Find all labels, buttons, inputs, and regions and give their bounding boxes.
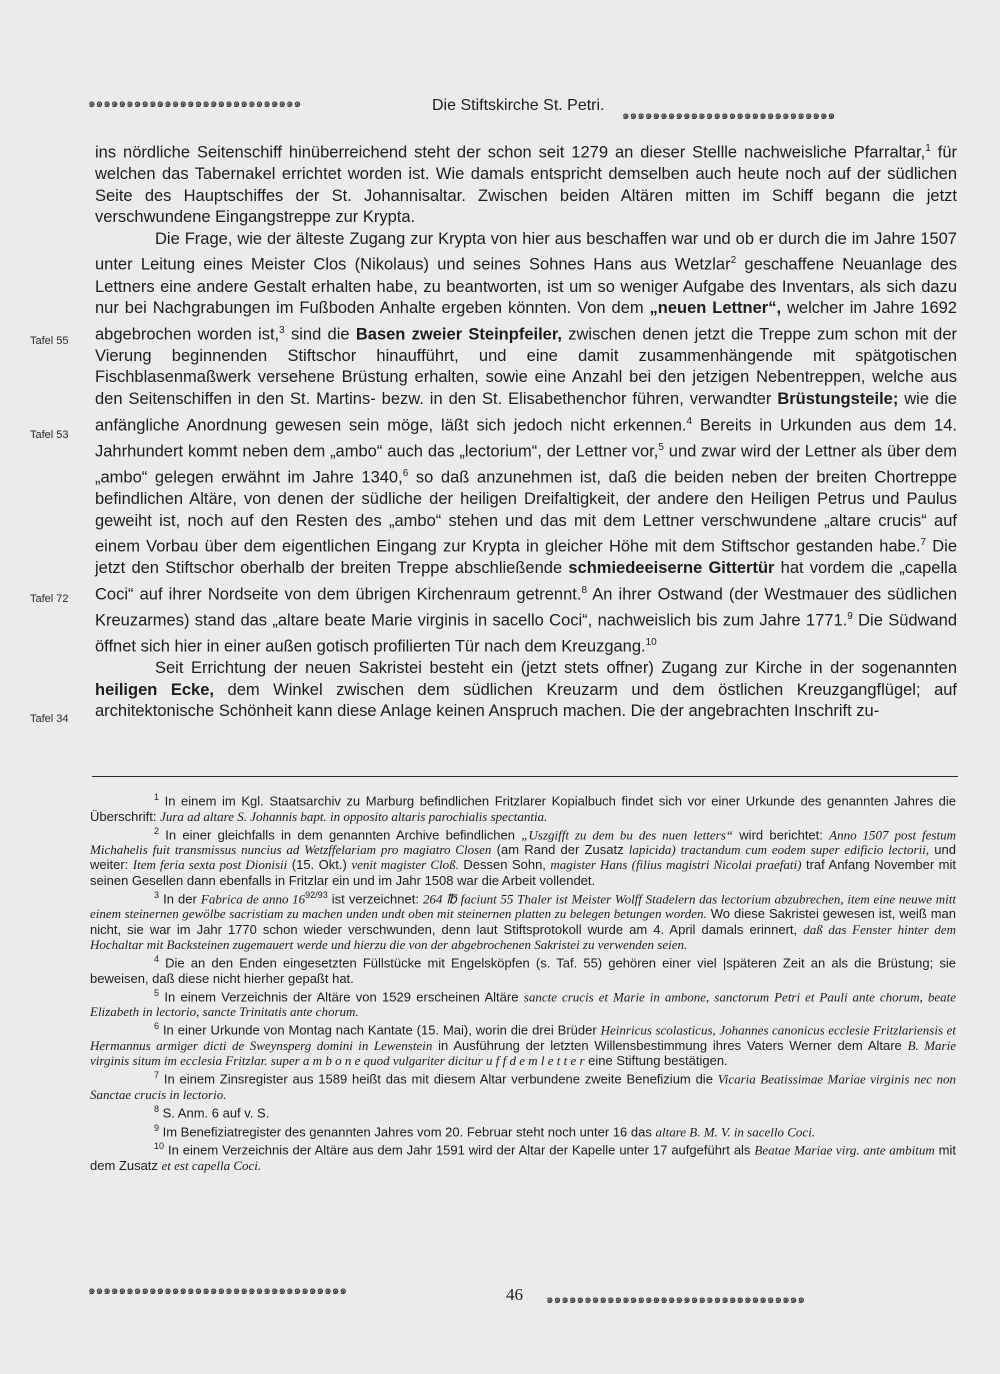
text-run: wird berichtet: <box>733 827 830 843</box>
header-ornament-right: ๑๑๑๑๑๑๑๑๑๑๑๑๑๑๑๑๑๑๑๑๑๑๑๑๑๑๑๑ <box>622 108 836 122</box>
text-run: ist verzeichnet: <box>327 891 424 907</box>
text-run: Wo diese Sakristei gewesen ist, weiß man nicht, sie war im Jahr 1770 schon wieder verschwunden, denn laut Stiftsprotokoll wurde am 4. April damals erinnert, <box>90 906 956 937</box>
text-run: so daß anzunehmen ist, daß die beiden neben der breiten Chortreppe befindlichen Altäre, von denen der südliche der heiligen Dreifaltigkeit, der andere den Heiligen Petrus und Paulus geweiht ist, noch auf den Resten des „ambo“ stehen und das mit dem Lettner verschwundene „altare crucis“ auf einem Vorbau über dem eigentlichen Eingang zur Krypta in gleicher Höhe mit dem Stiftschor gestanden habe. <box>95 468 957 556</box>
footnote-3 <box>90 888 956 952</box>
footnote-ref-7: 7 <box>920 537 927 549</box>
footnote-ref-5: 5 <box>658 441 664 453</box>
footnote-4 <box>90 952 956 986</box>
text-run: eine Stiftung bestätigen. <box>584 1053 728 1069</box>
text-run: Die jetzt den Stiftschor oberhalb der breiten Treppe abschließende <box>95 537 957 578</box>
footnote-ref-9: 9 <box>847 610 853 622</box>
latin-quote: Item feria sexta post Dionisii <box>132 857 288 873</box>
text-run: für welchen das Tabernakel errichtet worden ist. Wie damals entspricht demselben auch heute noch auf der südlichen Seite des Hauptschiffes der St. Johannisaltar. Zwischen beiden Altären mitten im Schiff begann die jetzt verschwundene Eingangstreppe zur Krypta. <box>95 143 958 227</box>
text-run: in Ausführung der letzten Willensbestimmung ihres Vaters Werner dem Altare <box>432 1038 908 1054</box>
text-run: hat vordem die „capella Coci“ auf ihrer Nordseite von dem übrigen Kirchenraum getrennt. <box>95 559 957 604</box>
footnote-number: 8 <box>154 1104 160 1115</box>
source-quote: „Uszgifft zu dem bu des nuen letters“ <box>521 827 734 843</box>
footnote-ref-2: 2 <box>730 255 737 267</box>
text-run: (am Rand der Zusatz <box>491 842 629 858</box>
page-number: 46 <box>506 1285 523 1304</box>
latin-quote: sancte crucis et Marie in ambone, sanctorum Petri et Pauli ante chorum, beate Elizabeth in lectorio, sancte Trinitatis ante chorum. <box>90 989 956 1020</box>
footnote-number: 10 <box>154 1141 165 1152</box>
latin-quote: Jura ad altare S. Johannis bapt. in opposito altaris parochialis spectantia. <box>160 808 548 824</box>
bold-term-heiligen-ecke: heiligen Ecke, <box>95 680 214 699</box>
latin-quote: Vicaria Beatissimae Mariae virginis nec non Sanctae crucis in lectorio. <box>90 1071 957 1102</box>
text-run: In der <box>159 891 201 907</box>
latin-quote: magister Hans (filius magistri Nicolai praefati) <box>550 857 802 873</box>
footnote-number: 6 <box>154 1021 160 1032</box>
footnote-ref-10: 10 <box>645 636 657 648</box>
footnote-8 <box>90 1102 956 1121</box>
footnote-ref-8: 8 <box>581 584 588 596</box>
text-run: mit dem Zusatz <box>90 1142 957 1173</box>
footer-ornament-right: ๑๑๑๑๑๑๑๑๑๑๑๑๑๑๑๑๑๑๑๑๑๑๑๑๑๑๑๑๑๑๑๑๑๑ <box>546 1292 805 1306</box>
latin-quote: B. Marie virginis situm im ecclesia Fritzlar. super a m b o n e quod vulgariter dicitur u f f d e m l e t t e r <box>90 1038 956 1069</box>
footnote-9 <box>90 1121 956 1140</box>
text-run: In einer Urkunde von Montag nach Kantate (15. Mai), worin die drei Brüder <box>159 1022 601 1038</box>
text-run: Im Benefiziatregister des genannten Jahres vom 20. Februar steht noch unter 16 das <box>159 1124 656 1140</box>
text-run: Die Südwand öffnet sich hier in einer außen gotisch profilierten Tür nach dem Kreuzgang. <box>95 611 957 656</box>
margin-label-tafel-34: Tafel 34 <box>30 713 69 725</box>
footnote-10 <box>90 1139 956 1173</box>
latin-quote: Anno 1507 post festum Michahelis fuit transmissus nuncius ad Wetzffelariam pro magiatro Closen <box>90 827 956 858</box>
footnote-number: 1 <box>154 792 160 802</box>
text-run: In einem Verzeichnis der Altäre aus dem Jahr 1591 wird der Altar der Kapelle unter 17 aufgeführt als <box>164 1142 755 1158</box>
text-run: ins nördliche Seitenschiff hinüberreichend steht der schon seit 1279 an dieser Stellle nachweisliche Pfarraltar, <box>95 143 926 162</box>
footnote-number: 5 <box>154 987 160 998</box>
text-run: In einer gleichfalls in dem genannten Archive befindlichen <box>159 827 522 843</box>
text-run: traf Anfang November mit seinen Gesellen dann ebenfalls in Fritzlar ein und im Jahr 1508 war die Arbeit vollendet. <box>90 857 957 888</box>
footnote-divider <box>92 776 958 777</box>
bold-term-basen: Basen zweier Steinpfeiler, <box>355 325 562 344</box>
footnote-2 <box>90 824 956 888</box>
text-run: (15. Okt.) <box>287 857 352 873</box>
footnote-1 <box>90 790 956 824</box>
text-run: Die an den Enden eingesetzten Füllstücke mit Engelsköpfen (s. Taf. 55) gehören einer viel |späteren Zeit an als die Brüstung; sie beweisen, daß diese nicht hierher gepaßt hat. <box>90 955 956 986</box>
footnote-5 <box>90 986 956 1020</box>
text-run: welcher im Jahre 1692 abgebrochen worden ist, <box>95 299 957 344</box>
footnote-ref-6: 6 <box>402 467 409 479</box>
footnote-number: 2 <box>154 825 160 836</box>
text-run: geschaffene Neuanlage des Lettners eine andere Gestalt erhalten habe, zu beantworten, ist um so weniger Aufgabe des Inventars, als sich dazu nur bei Nachgrabungen im Fußboden Anhalte ergeben könnten. Von dem <box>95 255 957 318</box>
text-run: Dessen Sohn, <box>458 857 551 873</box>
text-run: Bereits in Urkunden aus dem 14. Jahrhundert kommt neben dem „ambo“ auch das „lectorium“, der Lettner vor, <box>95 416 957 461</box>
footnote-ref-4: 4 <box>686 415 693 427</box>
footnote-6 <box>90 1019 956 1068</box>
text-run: S. Anm. 6 auf v. S. <box>159 1105 270 1121</box>
text-run: Seit Errichtung der neuen Sakristei besteht ein (jetzt stets offner) Zugang zur Kirche in der sogenannten <box>155 659 957 678</box>
text-run: In einem Verzeichnis der Altäre von 1529 erscheinen Altäre <box>159 989 524 1005</box>
source-quote: 264 ℔ faciunt 55 Thaler ist Meister Wolff Stadelern das lectorium abzubrechen, item eine neuwe mitt einem steinernen gewölbe sacristiam zu machen unden undt oben mit steinernen platten zu belegen betungen worden. <box>90 891 956 922</box>
footnote-ref-3: 3 <box>279 324 285 336</box>
text-run: An ihrer Ostwand (der Westmauer des südlichen Kreuzarmes) stand das „altare beate Marie virginis in sacello Coci“, nachweislich bis zum Jahre 1771. <box>95 585 957 630</box>
footnote-number: 3 <box>154 889 160 900</box>
latin-quote: Beatae Mariae virg. ante ambitum <box>754 1142 935 1158</box>
paragraph-1 <box>95 138 957 229</box>
text-run: wie die anfängliche Anordnung gewesen sein möge, läßt sich jedoch nicht erkennen. <box>95 390 957 435</box>
paragraph-3 <box>95 658 957 723</box>
latin-quote: Fabrica de anno 16 <box>200 891 306 907</box>
margin-label-tafel-53: Tafel 53 <box>30 429 69 441</box>
text-run: zwischen denen jetzt die Treppe zum schon mit der Vierung beginnenden Stiftschor hinaufführt, und eine damit zusammenhängende mit spätgotischen Fischblasenmaßwerk versehene Brüstung erhalten, sowie eine Anzahl bei den jetzigen Nebentreppen, welche aus den Seitenschiffen in den St. Martins- bezw. in den St. Elisabethenchor führen, verwandter <box>95 325 958 409</box>
text-run: dem Winkel zwischen dem südlichen Kreuzarm und dem östlichen Kreuzgangflügel; auf architektonische Schönheit kann diese Anlage keinen Anspruch machen. Die der angebrachten Inschrift zu- <box>95 680 958 721</box>
footnote-7 <box>90 1068 956 1102</box>
running-head: Die Stiftskirche St. Petri. <box>432 97 605 114</box>
bold-term-gittertuer: schmiedeeiserne Gittertür <box>568 559 775 578</box>
source-quote: daß das Fenster hinter dem Hochaltar mit Backsteinen zugemauert werde und hierzu die von der abgebrochenen Sakristei zu verwenden seien. <box>90 921 957 952</box>
text-run: In einem im Kgl. Staatsarchiv zu Marburg befindlichen Fritzlarer Kopialbuch findet sich vor einer Urkunde des genannten Jahres die Überschrift: <box>90 793 956 824</box>
latin-quote: et est capella Coci. <box>161 1157 262 1173</box>
text-run: Die Frage, wie der älteste Zugang zur Krypta von hier aus beschaffen war und ob er durch die im Jahre 1507 unter Leitung eines Meister Clos (Nikolaus) und seines Sohnes Hans aus Wetzlar <box>95 229 957 274</box>
latin-quote: Heinricus scolasticus, Johannes canonicus ecclesie Fritzlariensis et Hermannus armiger dicti de Sweynsperg domini in Lewenstein <box>90 1022 956 1054</box>
margin-label-tafel-55: Tafel 55 <box>30 335 69 347</box>
text-run: In einem Zinsregister aus 1589 heißt das mit diesem Altar verbundene zweite Benefizium die <box>159 1071 718 1087</box>
footnotes <box>90 790 956 1173</box>
bold-term-lettner: „neuen Lettner“, <box>649 299 782 318</box>
latin-quote: lapicida) tractandum cum eodem super edificio lectorii, <box>628 842 930 858</box>
latin-quote: venit magister Cloß. <box>351 857 459 873</box>
text-run: sind die <box>284 325 356 344</box>
text-run: und weiter: <box>90 842 956 873</box>
footer-ornament-left: ๑๑๑๑๑๑๑๑๑๑๑๑๑๑๑๑๑๑๑๑๑๑๑๑๑๑๑๑๑๑๑๑๑๑ <box>88 1283 347 1297</box>
paragraph-2 <box>95 229 957 658</box>
header-ornament-left: ๑๑๑๑๑๑๑๑๑๑๑๑๑๑๑๑๑๑๑๑๑๑๑๑๑๑๑๑ <box>88 96 302 110</box>
text-run: und zwar wird der Lettner als über dem „ambo“ gelegen erwähnt im Jahre 1340, <box>95 442 957 487</box>
bold-term-bruestungsteile: Brüstungsteile; <box>777 390 899 409</box>
latin-quote: altare B. M. V. in sacello Coci. <box>655 1124 816 1140</box>
margin-label-tafel-72: Tafel 72 <box>30 593 69 605</box>
footnote-ref-1: 1 <box>925 143 931 154</box>
main-text <box>95 138 957 723</box>
footnote-number: 7 <box>154 1070 160 1081</box>
footnote-number: 9 <box>154 1122 160 1133</box>
year-fraction: 92/93 <box>305 889 328 900</box>
footnote-number: 4 <box>154 954 160 965</box>
